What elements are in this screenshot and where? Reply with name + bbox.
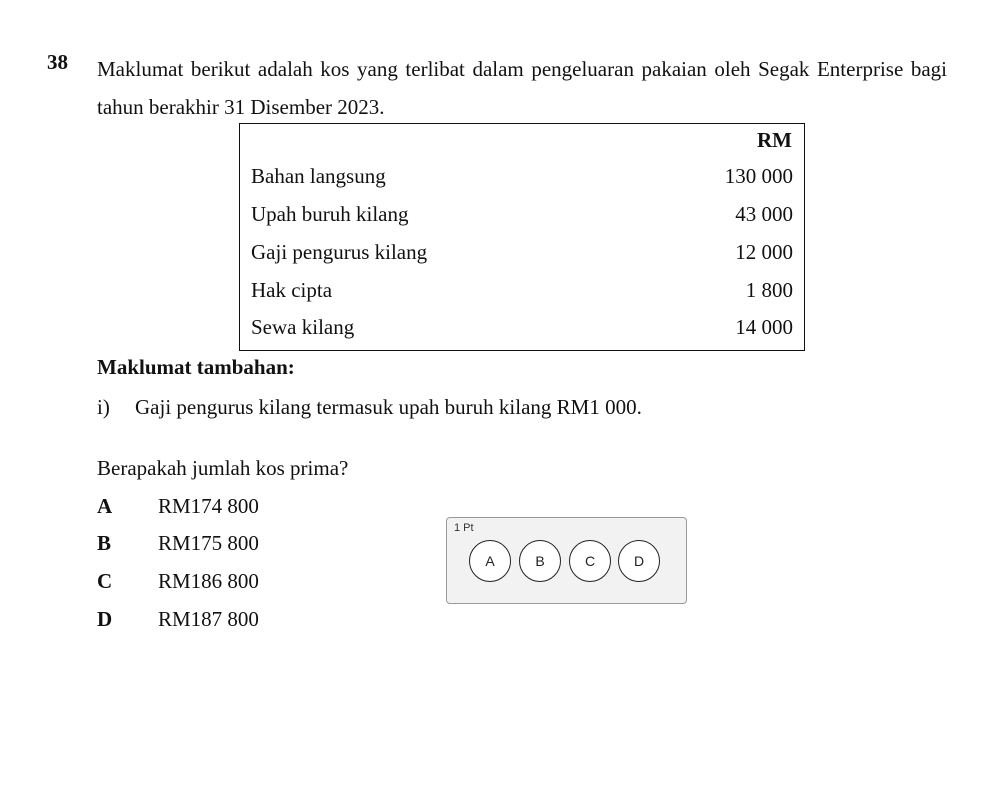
option-value: RM174 800 bbox=[158, 494, 259, 518]
item-text: Gaji pengurus kilang termasuk upah buruh kilang RM1 000. bbox=[135, 395, 642, 419]
additional-info-heading: Maklumat tambahan: bbox=[97, 355, 295, 379]
cost-row bbox=[251, 278, 793, 308]
option-value: RM186 800 bbox=[158, 569, 259, 593]
item-marker: i) bbox=[97, 395, 110, 419]
answer-bubble-c[interactable]: C bbox=[569, 540, 611, 582]
question-prompt: Berapakah jumlah kos prima? bbox=[97, 456, 349, 480]
cost-row bbox=[251, 315, 793, 345]
cost-table bbox=[239, 123, 805, 351]
option-letter: A bbox=[97, 494, 113, 518]
points-label: 1 Pt bbox=[454, 522, 474, 534]
cost-row bbox=[251, 164, 793, 194]
cost-row bbox=[251, 240, 793, 270]
option-letter: D bbox=[97, 607, 113, 631]
cost-amount: 43 000 bbox=[735, 202, 793, 226]
cost-amount: 130 000 bbox=[724, 164, 793, 188]
option-value: RM175 800 bbox=[158, 531, 259, 555]
cost-item: Gaji pengurus kilang bbox=[251, 240, 428, 264]
cost-row bbox=[251, 202, 793, 232]
cost-item: Hak cipta bbox=[251, 278, 333, 302]
cost-amount: 1 800 bbox=[745, 278, 793, 302]
answer-bubble-d[interactable]: D bbox=[618, 540, 660, 582]
option-value: RM187 800 bbox=[158, 607, 259, 631]
answer-widget bbox=[446, 517, 687, 604]
cost-amount: 12 000 bbox=[735, 240, 793, 264]
cost-amount: 14 000 bbox=[735, 315, 793, 339]
question-number: 38 bbox=[47, 50, 68, 74]
option-letter: C bbox=[97, 569, 113, 593]
answer-bubble-b[interactable]: B bbox=[519, 540, 561, 582]
currency-header: RM bbox=[757, 128, 792, 152]
option-letter: B bbox=[97, 531, 112, 555]
cost-item: Bahan langsung bbox=[251, 164, 386, 188]
cost-item: Upah buruh kilang bbox=[251, 202, 409, 226]
additional-info-item bbox=[97, 395, 642, 420]
answer-bubble-a[interactable]: A bbox=[469, 540, 511, 582]
cost-item: Sewa kilang bbox=[251, 315, 355, 339]
question-stem: Maklumat berikut adalah kos yang terlibat dalam pengeluaran pakaian oleh Segak Enterprise bagi tahun berakhir 31 Disember 2023. bbox=[97, 57, 947, 119]
